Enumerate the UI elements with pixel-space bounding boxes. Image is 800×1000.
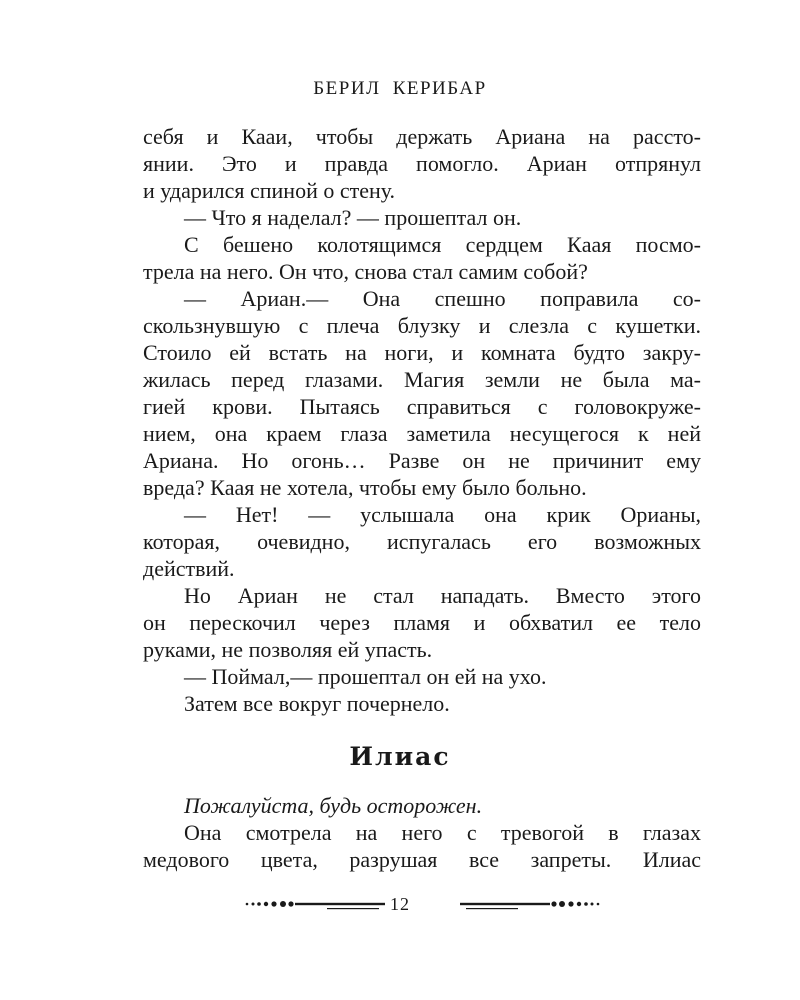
running-header: БЕРИЛ КЕРИБАР <box>313 78 487 99</box>
text-line: действий. <box>143 556 235 581</box>
text-line: гией крови. Пытаясь справиться с головокруже- <box>143 394 701 419</box>
text-line: Она смотрела на него с тревогой в глазах <box>184 820 701 845</box>
page-number: 12 <box>390 894 410 914</box>
text-line: Затем все вокруг почернело. <box>184 691 450 716</box>
text-line: янии. Это и правда помогло. Ариан отпрянул <box>143 151 701 176</box>
text-line: Пожалуйста, будь осторожен. <box>184 793 483 818</box>
page-footer <box>0 893 800 917</box>
text-line: Стоило ей встать на ноги, и комната будто закру- <box>143 340 701 365</box>
text-line: — Что я наделал? — прошептал он. <box>184 205 522 230</box>
text-line: — Нет! — услышала она крик Орианы, <box>184 502 701 527</box>
text-line: жилась перед глазами. Магия земли не была ма- <box>143 367 701 392</box>
chapter-title: Илиас <box>349 742 451 771</box>
right-ornament-icon <box>458 893 603 917</box>
text-line: скользнувшую с плеча блузку и слезла с кушетки. <box>143 313 701 338</box>
body-text-bottom <box>143 792 701 873</box>
text-line: он перескочил через пламя и обхватил ее тело <box>143 610 701 635</box>
text-line: нием, она краем глаза заметила несущегося к ней <box>143 421 701 446</box>
text-line: Но Ариан не стал нападать. Вместо этого <box>184 583 701 608</box>
text-line: — Поймал,— прошептал он ей на ухо. <box>184 664 547 689</box>
text-line: трела на него. Он что, снова стал самим собой? <box>143 259 588 284</box>
text-line: Ариана. Но огонь… Разве он не причинит ему <box>143 448 701 473</box>
text-line: С бешено колотящимся сердцем Кaая посмо- <box>184 232 701 257</box>
text-line: и ударился спиной о стену. <box>143 178 396 203</box>
text-line: которая, очевидно, испугалась его возможных <box>143 529 701 554</box>
body-text-top <box>143 123 701 717</box>
text-line: руками, не позволяя ей упасть. <box>143 637 433 662</box>
text-line: вреда? Кaая не хотела, чтобы ему было больно. <box>143 475 587 500</box>
text-line: медового цвета, разрушая все запреты. Илиас <box>143 847 701 872</box>
text-line: — Ариан.— Она спешно поправила со- <box>184 286 701 311</box>
text-line: себя и Кааи, чтобы держать Ариана на рассто- <box>143 124 701 149</box>
